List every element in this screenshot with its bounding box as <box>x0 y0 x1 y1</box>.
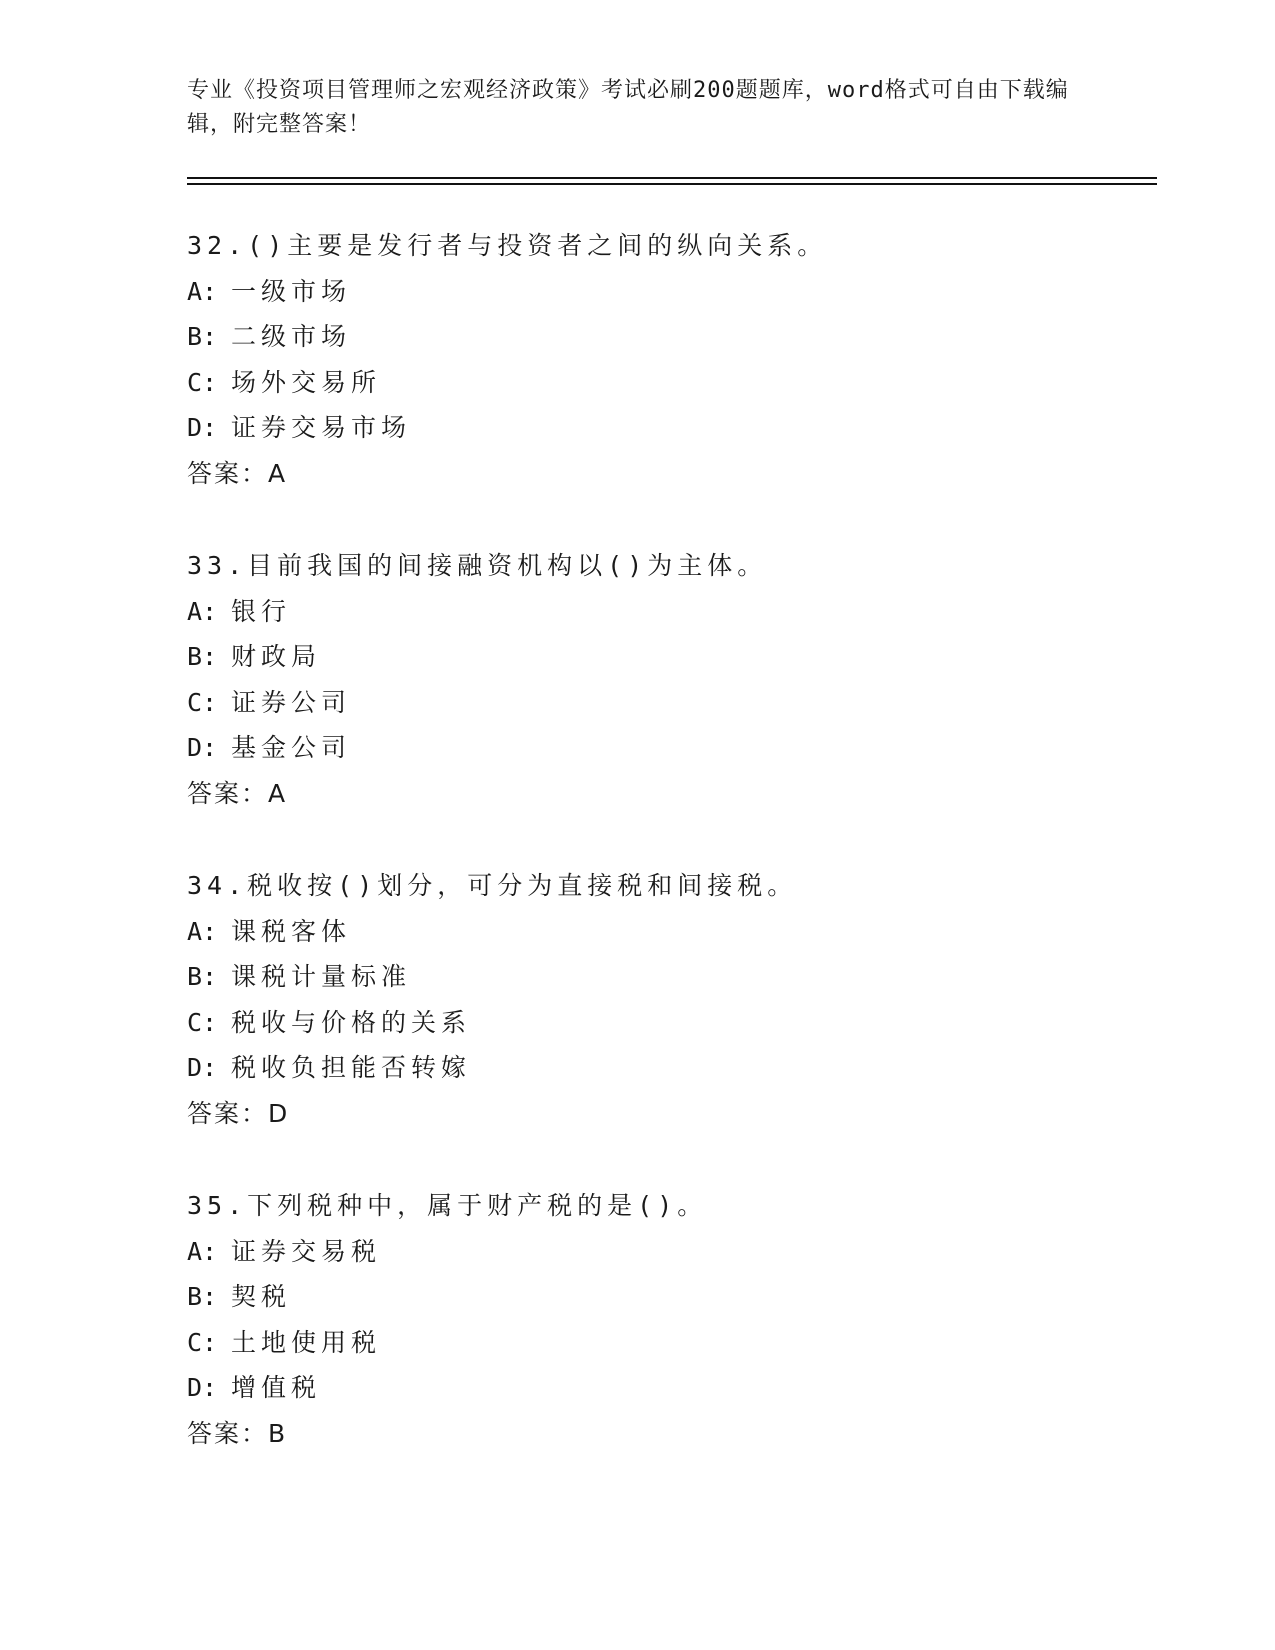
option-a <box>187 269 1147 315</box>
option-text: 二级市场 <box>231 322 352 351</box>
option-a <box>187 909 1147 955</box>
answer-label: 答案：A <box>187 458 288 488</box>
question-35 <box>187 1183 1147 1456</box>
option-text: 证券交易税 <box>231 1236 382 1266</box>
option-key: D: <box>187 1053 218 1082</box>
option-c <box>187 360 1147 406</box>
option-key: C: <box>187 1007 218 1037</box>
option-text: 增值税 <box>231 1373 322 1402</box>
option-key: B: <box>187 322 218 351</box>
document-header: 专业《投资项目管理师之宏观经济政策》考试必刷200题题库，word格式可自由下载编辑，附完整答案！ <box>187 78 1069 137</box>
option-text: 课税客体 <box>231 916 352 946</box>
option-key: B: <box>187 642 218 671</box>
answer-label: 答案：D <box>187 1098 290 1128</box>
option-key: B: <box>187 962 218 991</box>
option-d <box>187 1365 1147 1411</box>
option-text: 契税 <box>231 1282 292 1311</box>
option-c <box>187 1000 1147 1046</box>
option-text: 证券交易市场 <box>231 413 412 442</box>
option-text: 课税计量标准 <box>231 962 412 991</box>
option-text: 税收负担能否转嫁 <box>231 1053 472 1082</box>
option-d <box>187 725 1147 771</box>
option-key: C: <box>187 687 218 717</box>
option-key: A: <box>187 596 218 626</box>
option-key: D: <box>187 1373 218 1402</box>
question-stem: 33.目前我国的间接融资机构以()为主体。 <box>187 551 768 580</box>
option-key: B: <box>187 1282 218 1311</box>
option-c <box>187 1320 1147 1366</box>
option-text: 证券公司 <box>231 687 352 717</box>
question-33 <box>187 543 1147 816</box>
option-a <box>187 1229 1147 1275</box>
option-text: 基金公司 <box>231 733 352 762</box>
answer-label: 答案：B <box>187 1418 288 1448</box>
answer-label: 答案：A <box>187 778 288 808</box>
option-text: 土地使用税 <box>231 1327 382 1357</box>
option-d <box>187 1045 1147 1091</box>
option-key: A: <box>187 1236 218 1266</box>
option-c <box>187 680 1147 726</box>
question-32 <box>187 223 1147 496</box>
option-key: D: <box>187 413 218 442</box>
option-a <box>187 589 1147 635</box>
question-stem: 35.下列税种中，属于财产税的是()。 <box>187 1191 708 1220</box>
option-b <box>187 314 1147 360</box>
option-key: C: <box>187 367 218 397</box>
option-key: A: <box>187 276 218 306</box>
option-text: 银行 <box>231 596 292 626</box>
option-text: 场外交易所 <box>231 367 382 397</box>
header-divider-top <box>187 177 1157 179</box>
option-b <box>187 634 1147 680</box>
option-key: D: <box>187 733 218 762</box>
option-text: 财政局 <box>231 642 322 671</box>
question-stem: 34.税收按()划分，可分为直接税和间接税。 <box>187 871 798 900</box>
option-d <box>187 405 1147 451</box>
option-b <box>187 954 1147 1000</box>
header-divider-bottom <box>187 183 1157 185</box>
option-text: 一级市场 <box>231 276 352 306</box>
option-key: A: <box>187 916 218 946</box>
question-stem: 32.()主要是发行者与投资者之间的纵向关系。 <box>187 231 828 260</box>
question-34 <box>187 863 1147 1136</box>
option-text: 税收与价格的关系 <box>231 1007 472 1037</box>
option-key: C: <box>187 1327 218 1357</box>
option-b <box>187 1274 1147 1320</box>
